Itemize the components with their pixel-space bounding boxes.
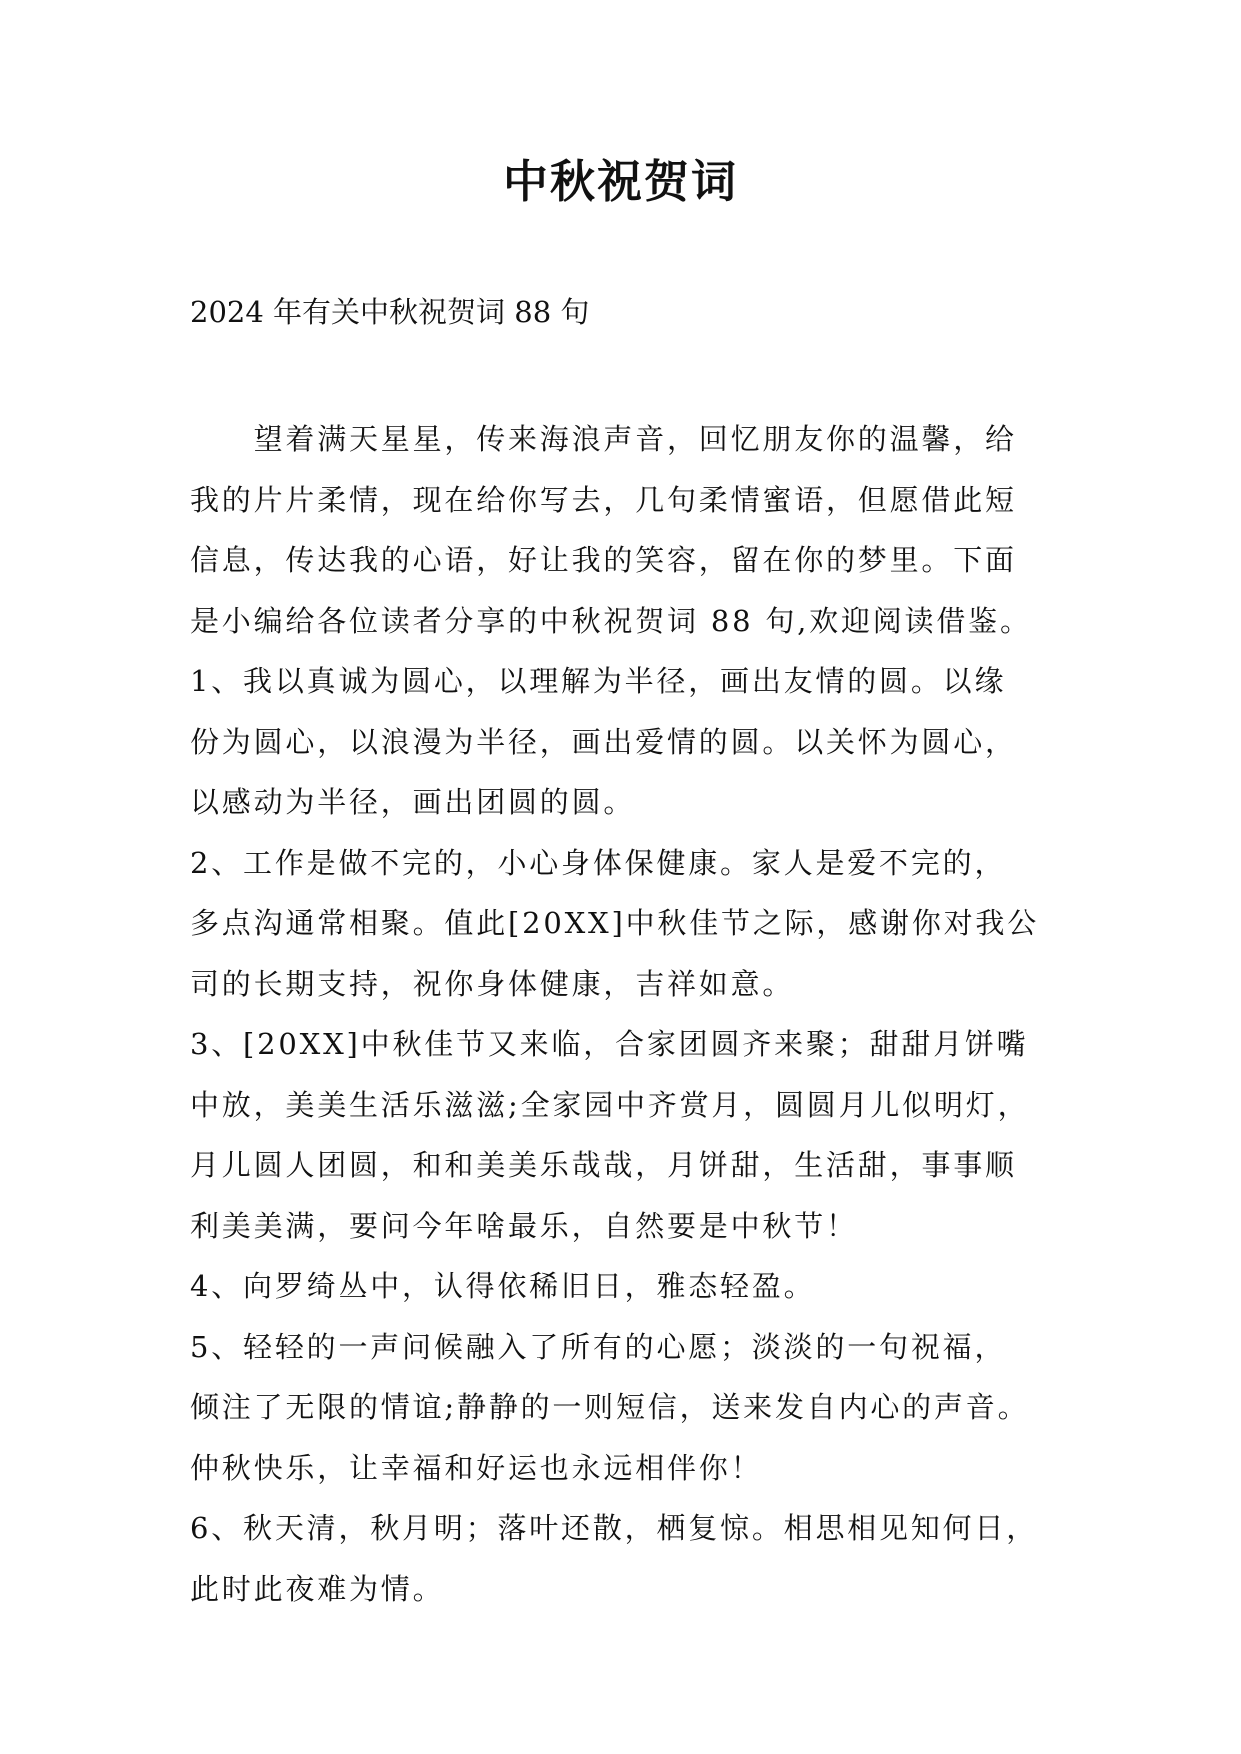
- list-item: [190, 1317, 1072, 1499]
- text-line: 此时此夜难为情。: [190, 1571, 445, 1606]
- text-line: 2、工作是做不完的，小心身体保健康。家人是爱不完的，: [190, 845, 1007, 880]
- text-line: 多点沟通常相聚。值此[20XX]中秋佳节之际，感谢你对我公: [190, 906, 1040, 940]
- text-line: 是小编给各位读者分享的中秋祝贺词 88 句,欢迎阅读借鉴。: [190, 603, 1032, 638]
- text-line: 中放，美美生活乐滋滋;全家园中齐赏月，圆圆月儿似明灯，: [190, 1087, 1030, 1122]
- text-line: 仲秋快乐，让幸福和好运也永远相伴你！: [190, 1450, 763, 1485]
- text-line: 3、[20XX]中秋佳节又来临，合家团圆齐来聚；甜甜月饼嘴: [190, 1027, 1029, 1061]
- text-line: 信息，传达我的心语，好让我的笑容，留在你的梦里。下面: [190, 543, 1017, 577]
- text-line: 1、我以真诚为圆心，以理解为半径，画出友情的圆。以缘: [190, 664, 1007, 698]
- document-body: [190, 409, 1072, 1619]
- text-line: 司的长期支持，祝你身体健康，吉祥如意。: [190, 966, 795, 1001]
- document-title: 中秋祝贺词: [502, 155, 738, 208]
- text-line: 我的片片柔情，现在给你写去，几句柔情蜜语，但愿借此短: [190, 482, 1017, 517]
- text-line: 利美美满，要问今年啥最乐，自然要是中秋节！: [190, 1208, 858, 1243]
- document-subtitle: 2024 年有关中秋祝贺词 88 句: [190, 295, 590, 329]
- text-line: 倾注了无限的情谊;静静的一则短信，送来发自内心的声音。: [190, 1390, 1030, 1424]
- text-line: 以感动为半径，画出团圆的圆。: [190, 785, 636, 819]
- list-item: [190, 1014, 1072, 1256]
- list-item: [190, 1498, 1072, 1619]
- text-line: 6、秋天清，秋月明；落叶还散，栖复惊。相思相见知何日，: [190, 1511, 1039, 1545]
- text-line: 5、轻轻的一声问候融入了所有的心愿；淡淡的一句祝福，: [190, 1329, 1007, 1364]
- text-line: 月儿圆人团圆，和和美美乐哉哉，月饼甜，生活甜，事事顺: [190, 1148, 1017, 1182]
- list-item: [190, 833, 1072, 1015]
- intro-paragraph: [190, 409, 1072, 651]
- list-item: [190, 651, 1072, 833]
- text-line: 望着满天星星，传来海浪声音，回忆朋友你的温馨，给: [190, 422, 1017, 456]
- text-line: 4、向罗绮丛中，认得依稀旧日，雅态轻盈。: [190, 1269, 816, 1303]
- text-line: 份为圆心，以浪漫为半径，画出爱情的圆。以关怀为圆心，: [190, 724, 1017, 759]
- list-item: [190, 1256, 1072, 1317]
